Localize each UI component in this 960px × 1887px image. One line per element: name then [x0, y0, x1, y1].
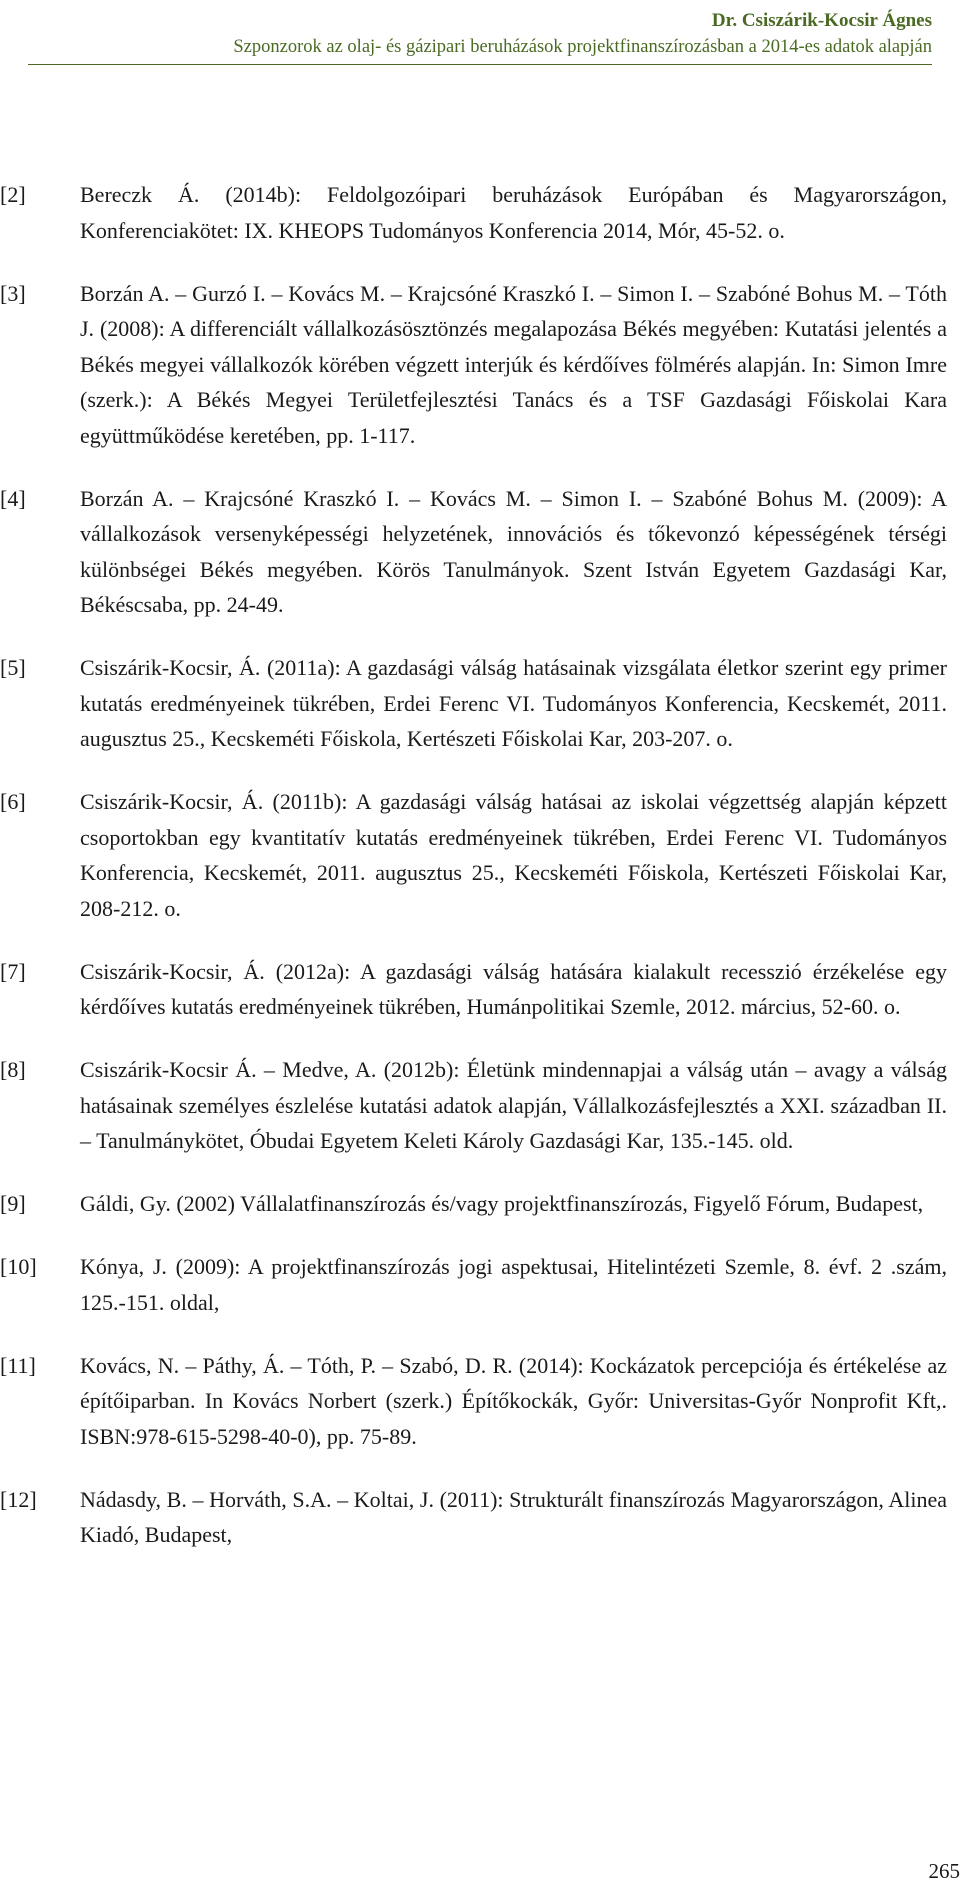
reference-number: [11] — [0, 1352, 36, 1378]
page-number: 265 — [928, 1859, 960, 1883]
reference-text: Csiszárik-Kocsir, Á. (2011b): A gazdasági válság hatásai az iskolai végzettség alapján képzett csoportokban egy kvantitatív kutatás eredményeinek tükrében, Erdei Ferenc VI. Tudományos Konferencia, Kecskemét, 2011. augusztus 25., Kecskeméti Főiskola, Kertészeti Főiskolai Kar, 208-212. o. — [80, 789, 947, 921]
reference-number: [5] — [0, 655, 26, 680]
reference-item — [0, 276, 960, 454]
reference-item — [0, 954, 960, 1025]
reference-number: [6] — [0, 789, 26, 814]
header-rule — [28, 64, 932, 65]
reference-number: [8] — [0, 1057, 26, 1082]
reference-item — [0, 177, 960, 248]
header-title: Szponzorok az olaj- és gázipari beruházások projektfinanszírozásban a 2014-es adatok alapján — [233, 37, 932, 57]
reference-item — [0, 650, 960, 757]
reference-number: [10] — [0, 1254, 37, 1279]
reference-item — [0, 1249, 960, 1320]
reference-number: [12] — [0, 1486, 37, 1512]
page-header — [28, 8, 932, 60]
reference-text: Csiszárik-Kocsir Á. – Medve, A. (2012b): Életünk mindennapjai a válság után – avagy a válság hatásainak személyes észlelése kutatási adatok alapján, Vállalkozásfejlesztés a XXI. században II. – Tanulmánykötet, Óbudai Egyetem Keleti Károly Gazdasági Kar, 135.-145. old. — [80, 1057, 947, 1153]
reference-item — [0, 1482, 960, 1553]
reference-item — [0, 1348, 960, 1455]
reference-text: Nádasdy, B. – Horváth, S.A. – Koltai, J. (2011): Strukturált finanszírozás Magyarországon, Alinea Kiadó, Budapest, — [80, 1486, 947, 1547]
reference-number: [9] — [0, 1191, 26, 1216]
reference-number: [3] — [0, 280, 26, 306]
reference-text: Kónya, J. (2009): A projektfinanszírozás jogi aspektusai, Hitelintézeti Szemle, 8. évf. 2 .szám, 125.-151. oldal, — [80, 1254, 947, 1315]
reference-list — [0, 177, 960, 1580]
reference-number: [2] — [0, 182, 26, 207]
reference-text: Gáldi, Gy. (2002) Vállalatfinanszírozás és/vagy projektfinanszírozás, Figyelő Fórum, Budapest, — [80, 1191, 924, 1216]
reference-text: Csiszárik-Kocsir, Á. (2011a): A gazdasági válság hatásainak vizsgálata életkor szerint egy primer kutatás eredményeinek tükrében, Erdei Ferenc VI. Tudományos Konferencia, Kecskemét, 2011. augusztus 25., Kecskeméti Főiskola, Kertészeti Főiskolai Kar, 203-207. o. — [80, 655, 947, 751]
reference-text: Borzán A. – Gurzó I. – Kovács M. – Krajcsóné Kraszkó I. – Simon I. – Szabóné Bohus M. – Tóth J. (2008): A differenciált vállalkozásösztönzés megalapozása Békés megyében: Kutatási jelentés a Békés megyei vállalkozók körében végzett interjúk és kérdőíves fölmérés alapján. In: Simon Imre (szerk.): A Békés Megyei Területfejlesztési Tanács és a TSF Gazdasági Főiskolai Kara együttműködése keretében, pp. 1-117. — [80, 280, 947, 448]
reference-item — [0, 1052, 960, 1159]
reference-number: [7] — [0, 958, 26, 984]
reference-number: [4] — [0, 485, 26, 511]
reference-text: Csiszárik-Kocsir, Á. (2012a): A gazdasági válság hatására kialakult recesszió érzékelése egy kérdőíves kutatás eredményeinek tükrében, Humánpolitikai Szemle, 2012. március, 52-60. o. — [80, 958, 947, 1019]
reference-text: Bereczk Á. (2014b): Feldolgozóipari beruházások Európában és Magyarországon, Konferenciakötet: IX. KHEOPS Tudományos Konferencia 2014, Mór, 45-52. o. — [80, 182, 947, 243]
reference-item — [0, 784, 960, 926]
reference-text: Kovács, N. – Páthy, Á. – Tóth, P. – Szabó, D. R. (2014): Kockázatok percepciója és értékelése az építőiparban. In Kovács Norbert (szerk.) Építőkockák, Győr: Universitas-Győr Nonprofit Kft,. ISBN:978-615-5298-40-0), pp. 75-89. — [80, 1352, 947, 1449]
reference-text: Borzán A. – Krajcsóné Kraszkó I. – Kovács M. – Simon I. – Szabóné Bohus M. (2009): A vállalkozások versenyképességi helyzetének, innovációs és tőkevonzó képességének térségi különbségei Békés megyében. Körös Tanulmányok. Szent István Egyetem Gazdasági Kar, Békéscsaba, pp. 24-49. — [80, 485, 947, 617]
reference-item — [0, 481, 960, 623]
header-author: Dr. Csiszárik-Kocsir Ágnes — [711, 10, 932, 31]
reference-item — [0, 1186, 960, 1222]
